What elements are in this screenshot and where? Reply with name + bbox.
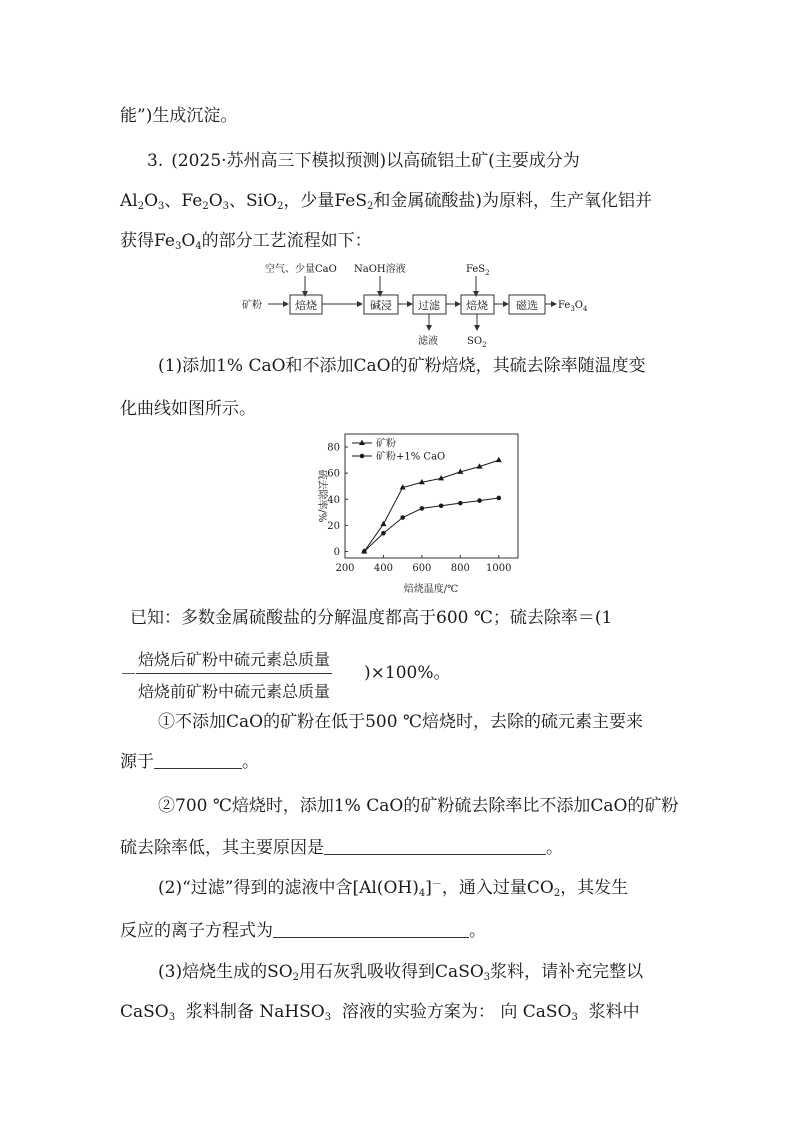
- data-point-series-1: [496, 457, 502, 462]
- question-3-line3: [120, 231, 372, 251]
- subscript: 2: [553, 888, 561, 899]
- data-point-series-2: [439, 503, 444, 508]
- text: ②700 ℃焙烧时，添加1% CaO的矿粉硫去除率比不添加CaO的矿粉: [158, 796, 679, 816]
- flow-input-fes2: FeS$_2$: [466, 264, 490, 277]
- y-tick-label: 60: [327, 468, 340, 480]
- text: (3)焙烧生成的SO: [158, 962, 293, 982]
- question-3-line2: [120, 191, 652, 211]
- text-line: [120, 106, 237, 126]
- subscript: 3: [168, 1012, 176, 1023]
- minus-sign: －: [120, 665, 137, 685]
- text: 用石灰乳吸收得到CaSO: [299, 962, 484, 982]
- data-point-series-2: [458, 501, 463, 506]
- text: 的部分工艺流程如下：: [201, 231, 372, 251]
- flow-start: 矿粉: [242, 300, 262, 311]
- flow-output-filtrate: 滤液: [418, 336, 438, 347]
- subscript: 2: [277, 201, 284, 212]
- text: 能”)生成沉淀。: [120, 106, 238, 126]
- known-line1: [130, 608, 612, 628]
- data-point-series-2: [400, 515, 405, 520]
- q1a-line1: [158, 712, 643, 732]
- y-axis-label: 硫去除率/%: [316, 469, 327, 523]
- subscript: 2: [292, 972, 300, 983]
- x-tick-label: 400: [373, 563, 393, 574]
- data-point-series-2: [362, 549, 367, 554]
- x-tick-label: 800: [450, 563, 470, 574]
- flow-output-fe3o4: $Fe_3O_4$: [558, 300, 588, 313]
- y-tick-label: 0: [333, 546, 340, 558]
- x-axis-label: 焙烧温度/℃: [403, 584, 459, 595]
- y-tick-label: 20: [327, 520, 340, 532]
- q2-line1: [158, 878, 628, 898]
- text: 和金属硫酸盐)为原料，生产氧化铝并: [373, 191, 653, 211]
- flow-box-label: 过滤: [418, 299, 440, 312]
- subscript: 4: [195, 241, 202, 252]
- y-tick-label: 40: [327, 494, 340, 506]
- text: 获得Fe: [120, 231, 175, 251]
- data-point-series-2: [420, 506, 425, 511]
- legend-marker: [359, 440, 365, 445]
- sub-question-1-line1: [158, 356, 646, 376]
- subscript: 2: [367, 201, 374, 212]
- text: ①不添加CaO的矿粉在低于500 ℃焙烧时，去除的硫元素主要来: [158, 712, 643, 732]
- formula-tail: )×100%。: [364, 663, 451, 683]
- removal-rate-fraction: [136, 647, 332, 702]
- text: ，通入过量CO: [441, 878, 554, 898]
- legend-label: 矿粉: [376, 438, 396, 450]
- text: O: [181, 231, 196, 251]
- text: (1)添加1% CaO和不添加CaO的矿粉焙烧，其硫去除率随温度变: [158, 356, 646, 376]
- text: 硫去除率低，其主要原因是: [120, 838, 324, 858]
- text: 浆料，请补充完整以: [490, 962, 644, 982]
- text: 溶液的实验方案为： 向 CaSO: [331, 1002, 572, 1022]
- text: (2)“过滤”得到的滤液中含[Al(OH): [158, 878, 419, 898]
- question-3-line1: [147, 151, 580, 171]
- data-point-series-2: [496, 496, 501, 501]
- text: 。: [242, 752, 259, 772]
- series-line-1: [364, 460, 499, 551]
- q3sub-line2: [120, 1002, 640, 1022]
- text: 已知：多数金属硫酸盐的分解温度都高于600 ℃；硫去除率＝(1: [130, 608, 613, 628]
- flow-box-label: 焙烧: [466, 299, 488, 312]
- x-tick-label: 600: [412, 563, 432, 574]
- subscript: 2: [202, 201, 209, 212]
- subscript: 3: [324, 1012, 332, 1023]
- sub-question-1-line2: [120, 399, 256, 419]
- flow-box-label: 碱浸: [370, 299, 392, 312]
- text: 。: [546, 838, 563, 858]
- answer-blank[interactable]: [324, 840, 546, 855]
- fraction-denominator: 焙烧前矿粉中硫元素总质量: [138, 682, 331, 701]
- superscript: －: [431, 879, 442, 890]
- flow-box-label: 磁选: [516, 299, 538, 312]
- q2-line2: [120, 921, 486, 941]
- question-number: 3.: [147, 151, 164, 171]
- process-flow-diagram: [240, 258, 600, 350]
- text: ，其发生: [560, 878, 629, 898]
- flow-box-label: 焙烧: [295, 299, 317, 312]
- x-tick-label: 200: [335, 563, 355, 574]
- text: 、Fe: [164, 191, 203, 211]
- legend-label: 矿粉+1% CaO: [376, 451, 446, 463]
- data-point-series-2: [477, 498, 482, 503]
- subscript: 3: [571, 1012, 578, 1023]
- text: CaSO: [120, 1002, 169, 1022]
- flow-input-naoh: NaOH溶液: [354, 264, 406, 275]
- question-source: (2025·苏州高三下模拟预测)以高硫铝土矿(主要成分为: [171, 151, 580, 171]
- fraction-numerator: 焙烧后矿粉中硫元素总质量: [136, 647, 332, 674]
- text: O: [144, 191, 159, 211]
- subscript: 3: [174, 241, 182, 252]
- legend-marker: [360, 454, 365, 459]
- subscript: 2: [137, 201, 145, 212]
- text: ]: [425, 878, 432, 898]
- y-tick-label: 80: [327, 442, 340, 454]
- data-point-series-2: [381, 531, 386, 536]
- q1a-line2: [120, 752, 259, 772]
- subscript: 4: [418, 888, 426, 899]
- q1b-line1: [158, 796, 678, 816]
- subscript: 3: [158, 201, 165, 212]
- text: 源于: [120, 752, 154, 772]
- data-point-series-1: [380, 521, 386, 526]
- text: ，少量FeS: [283, 191, 368, 211]
- flow-input-air-cao: 空气、少量CaO: [265, 264, 337, 275]
- q3sub-line1: [158, 962, 643, 982]
- text: O: [208, 191, 223, 211]
- answer-blank[interactable]: [154, 754, 242, 769]
- flow-output-so2: $SO_2$: [467, 336, 487, 349]
- text: 、SiO: [229, 191, 278, 211]
- subscript: 3: [222, 201, 230, 212]
- text: Al: [120, 191, 138, 211]
- subscript: 3: [483, 972, 491, 983]
- text: 反应的离子方程式为: [120, 921, 273, 941]
- text: 化曲线如图所示。: [120, 399, 256, 419]
- text: 。: [469, 921, 486, 941]
- sulfur-removal-chart: [308, 428, 530, 598]
- text: 浆料制备 NaHSO: [175, 1002, 325, 1022]
- answer-blank[interactable]: [273, 923, 469, 938]
- text: 浆料中: [577, 1002, 640, 1022]
- x-tick-label: 1000: [486, 563, 512, 574]
- q1b-line2: [120, 838, 563, 858]
